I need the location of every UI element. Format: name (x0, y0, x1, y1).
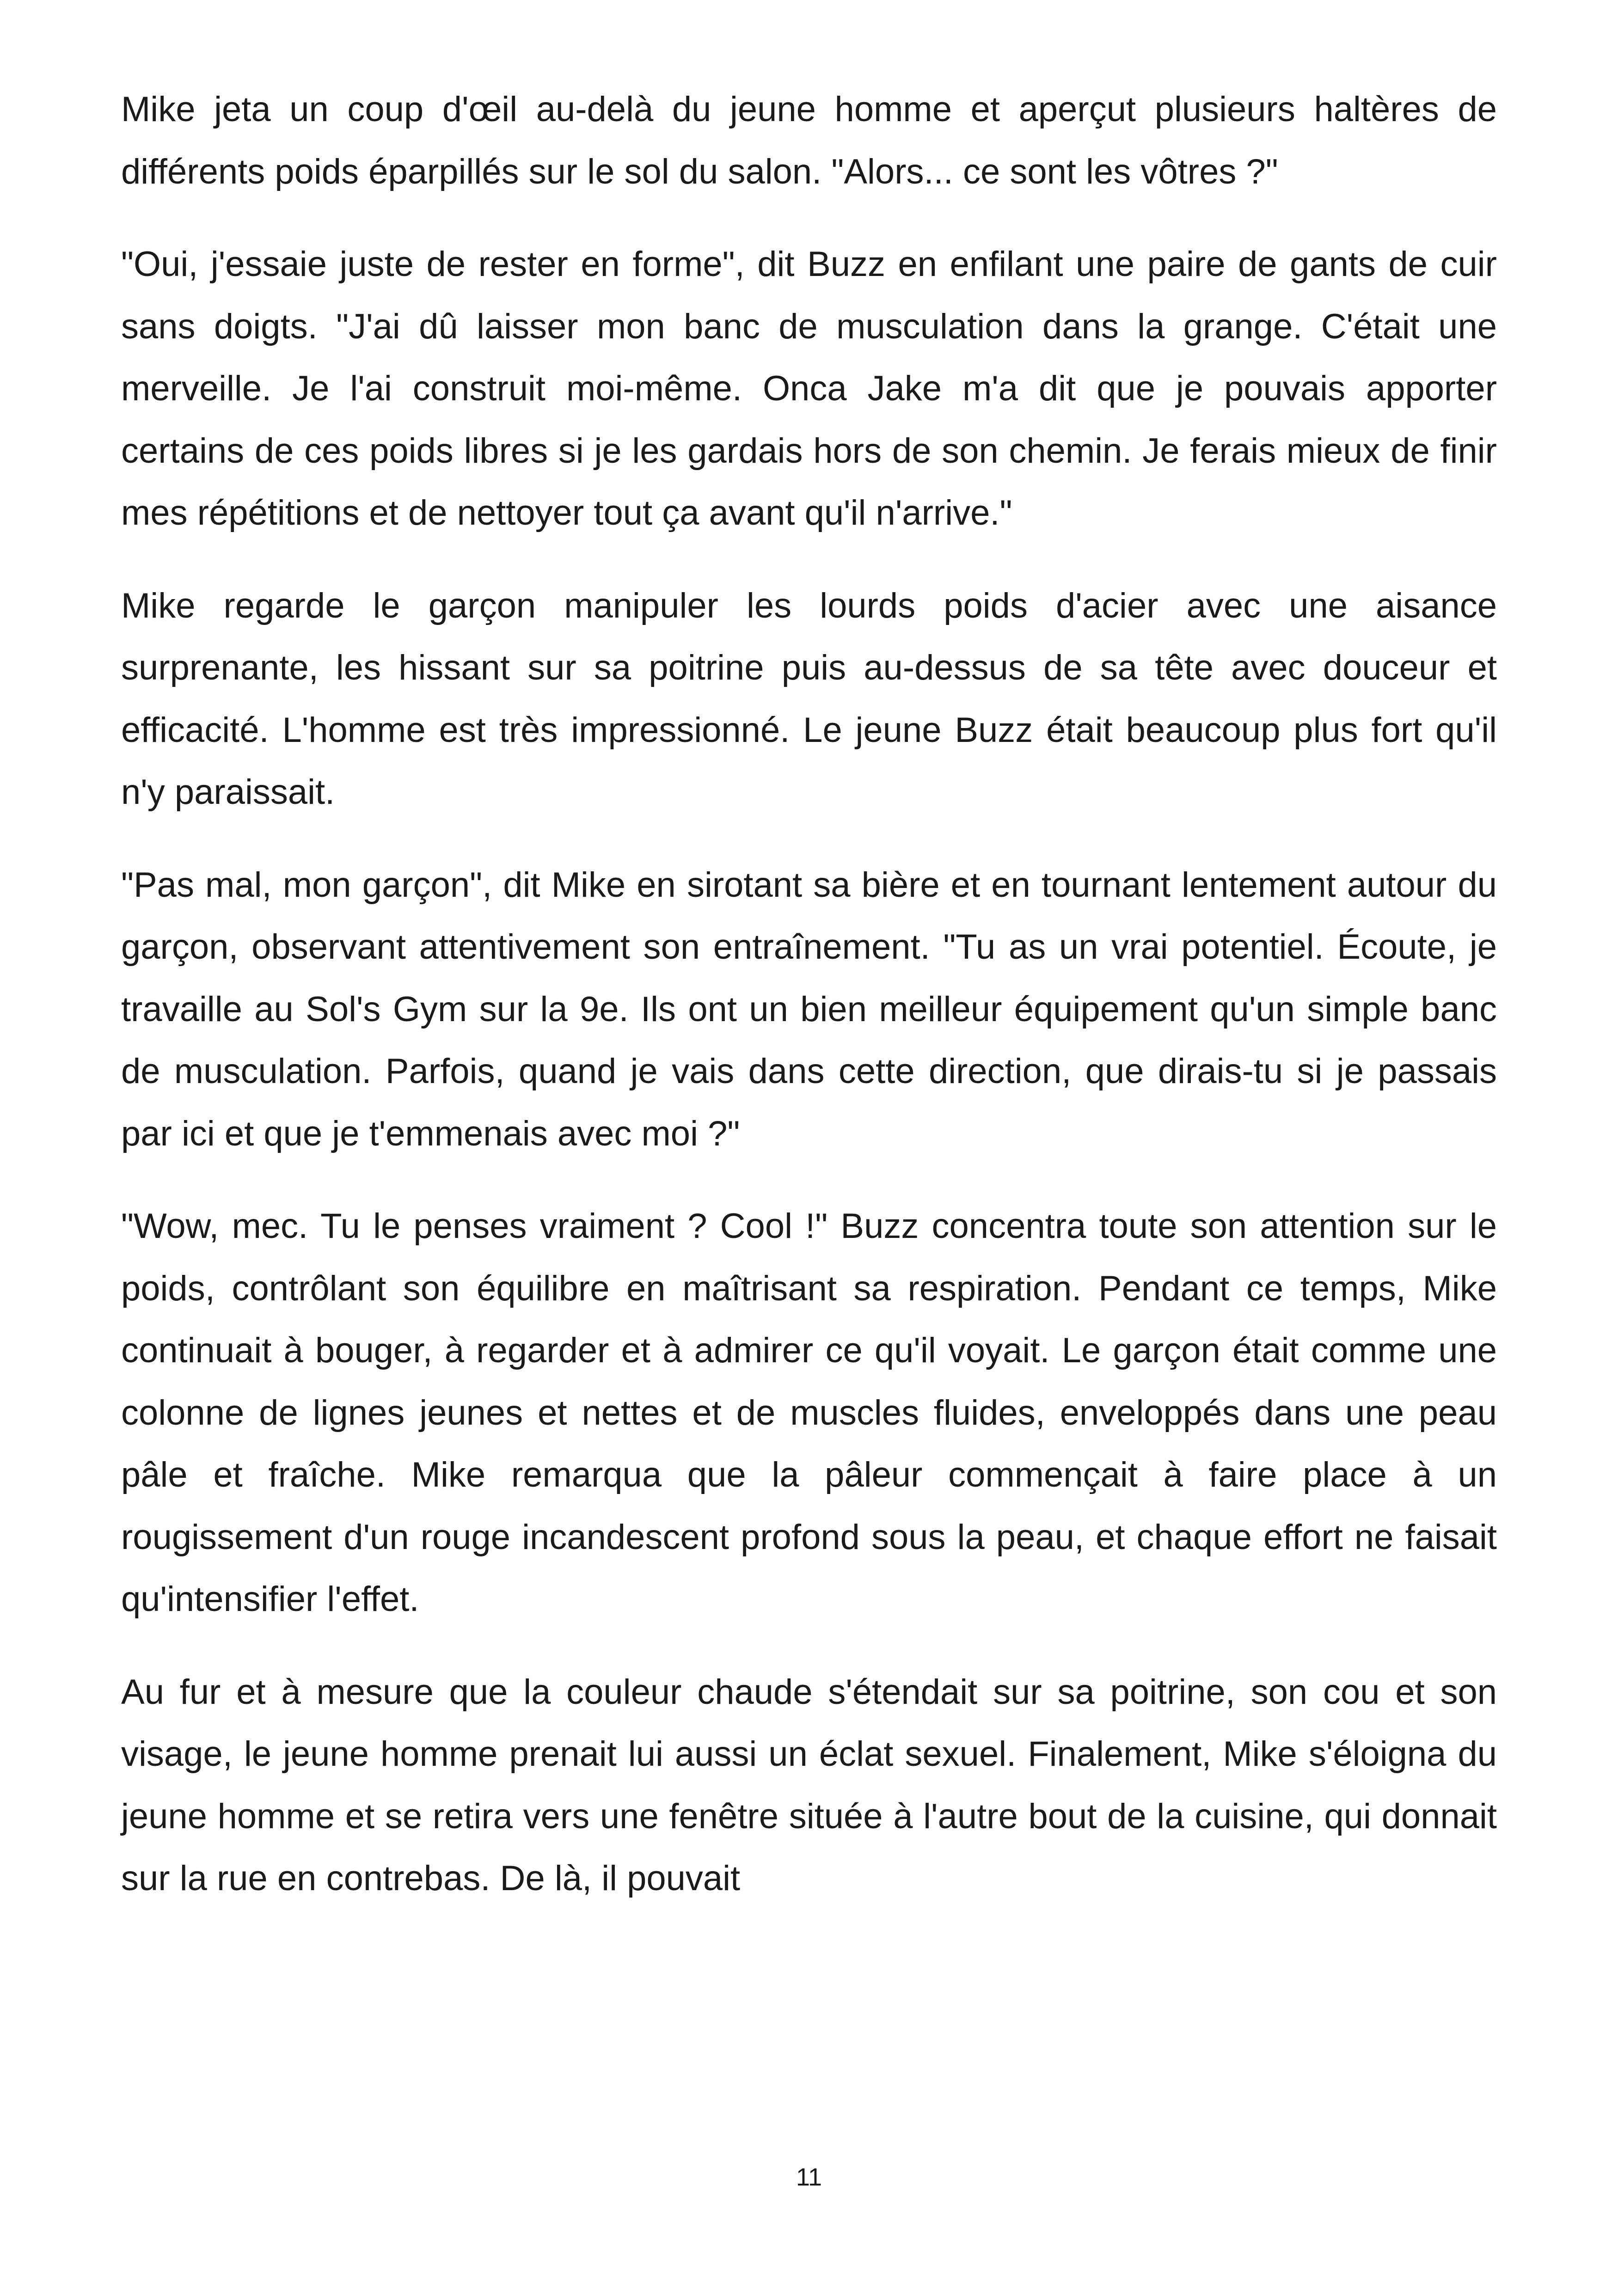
paragraph-3: Mike regarde le garçon manipuler les lourds poids d'acier avec une aisance surprenante, les hissant sur sa poitrine puis au-dessus de sa tête avec douceur et efficacité. L'homme est très impressionné. Le jeune Buzz était beaucoup plus fort qu'il n'y paraissait. (121, 586, 1497, 812)
body-text (121, 79, 1497, 1941)
page-number: 11 (796, 2163, 822, 2191)
paragraph-6: Au fur et à mesure que la couleur chaude s'étendait sur sa poitrine, son cou et son visage, le jeune homme prenait lui aussi un éclat sexuel. Finalement, Mike s'éloigna du jeune homme et se retira vers une fenêtre située à l'autre bout de la cuisine, qui donnait sur la rue en contrebas. De là, il pouvait (121, 1672, 1497, 1898)
paragraph-1: Mike jeta un coup d'œil au-delà du jeune homme et aperçut plusieurs haltères de différents poids éparpillés sur le sol du salon. "Alors... ce sont les vôtres ?" (121, 90, 1497, 191)
paragraph-2: "Oui, j'essaie juste de rester en forme", dit Buzz en enfilant une paire de gants de cuir sans doigts. "J'ai dû laisser mon banc de musculation dans la grange. C'était une merveille. Je l'ai construit moi-même. Onca Jake m'a dit que je pouvais apporter certains de ces poids libres si je les gardais hors de son chemin. Je ferais mieux de finir mes répétitions et de nettoyer tout ça avant qu'il n'arrive." (121, 245, 1497, 533)
paragraph-4: "Pas mal, mon garçon", dit Mike en sirotant sa bière et en tournant lentement autour du garçon, observant attentivement son entraînement. "Tu as un vrai potentiel. Écoute, je travaille au Sol's Gym sur la 9e. Ils ont un bien meilleur équipement qu'un simple banc de musculation. Parfois, quand je vais dans cette direction, que dirais-tu si je passais par ici et que je t'emmenais avec moi ?" (121, 865, 1497, 1153)
paragraph-5: "Wow, mec. Tu le penses vraiment ? Cool !" Buzz concentra toute son attention sur le poids, contrôlant son équilibre en maîtrisant sa respiration. Pendant ce temps, Mike continuait à bouger, à regarder et à admirer ce qu'il voyait. Le garçon était comme une colonne de lignes jeunes et nettes et de muscles fluides, enveloppés dans une peau pâle et fraîche. Mike remarqua que la pâleur commençait à faire place à un rougissement d'un rouge incandescent profond sous la peau, et chaque effort ne faisait qu'intensifier l'effet. (121, 1206, 1497, 1619)
